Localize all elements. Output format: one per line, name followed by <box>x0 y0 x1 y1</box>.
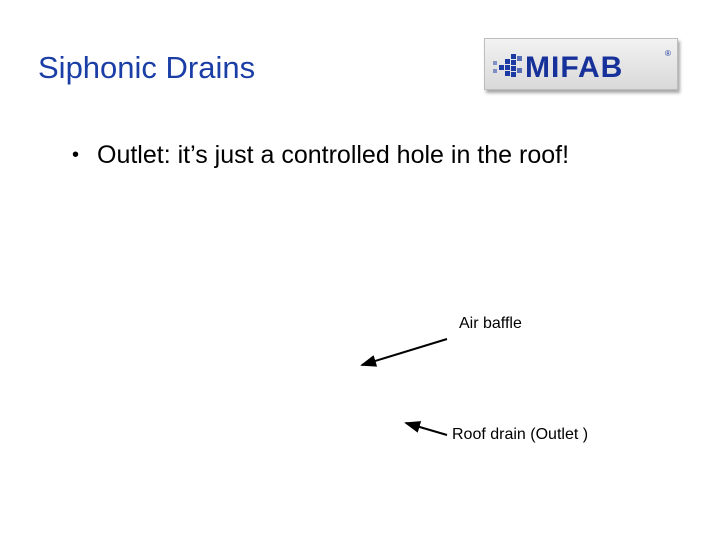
slide-title: Siphonic Drains <box>38 50 256 85</box>
roof-drain-arrow <box>406 423 447 435</box>
air-baffle-arrow <box>362 339 447 365</box>
bullet-marker: • <box>72 144 80 166</box>
registered-mark: ® <box>665 49 671 58</box>
callout-air-baffle: Air baffle <box>459 315 522 332</box>
bullet-text: Outlet: it’s just a controlled hole in the roof! <box>97 141 570 169</box>
logo-wordmark: MIFAB <box>525 51 624 84</box>
callout-roof-drain: Roof drain (Outlet ) <box>452 426 589 443</box>
